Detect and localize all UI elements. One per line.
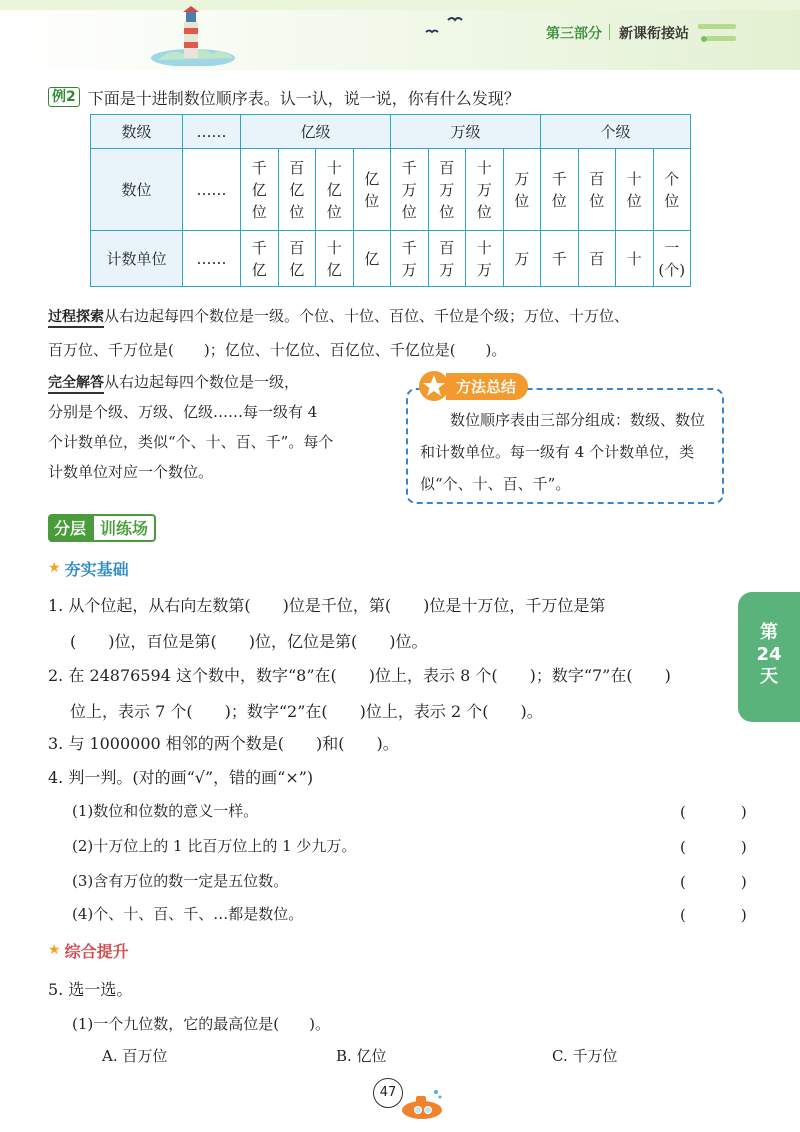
day-tab-line1: 第 [760,622,778,643]
answer-label: 完全解答 [48,375,104,394]
place-cell: 万 位 [503,149,541,231]
choice-a[interactable]: A. 百万位 [102,1047,168,1065]
place-cell: 百 亿 位 [278,149,316,231]
day-tab [738,592,800,722]
question-4-title: 4. 判一判。(对的画“√”，错的画“×”) [48,768,314,787]
lighthouse-icon [150,6,236,66]
unit-cell: 千 亿 [241,231,279,287]
judge-answer-3[interactable]: ( ) [680,873,767,891]
place-cell: 千 位 [541,149,579,231]
place-cell: 百 位 [578,149,616,231]
header-part-label: 第三部分 [546,26,602,42]
choice-c[interactable]: C. 千万位 [552,1047,618,1065]
question-5-title: 5. 选一选。 [48,980,133,999]
place-cell: 亿 位 [353,149,391,231]
group-ge: 个级 [541,115,691,149]
row-label-place: 数位 [91,149,183,231]
place-cell: 十 万 位 [466,149,504,231]
q2-line2: 位上，表示 7 个( )；数字“2”在( )位上，表示 2 个( )。 [70,702,543,721]
explore-line2: 百万位、千万位是( )；亿位、十亿位、百亿位、千亿位是( )。 [48,341,507,359]
question-5-sub1: (1)一个九位数，它的最高位是( )。 [72,1015,330,1033]
table-row-levels [91,115,691,149]
group-wan: 万级 [391,115,541,149]
answer-line4: 计数单位对应一个数位。 [48,463,214,481]
question-2 [48,658,671,730]
unit-cell: 十 亿 [316,231,354,287]
choice-b[interactable]: B. 亿位 [336,1047,387,1065]
method-text: 数位顺序表由三部分组成：数级、数位和计数单位。每一级有 4 个计数单位，类似“个、十、百、千”。 [420,411,706,493]
unit-cell: 百 [578,231,616,287]
judge-item-4: (4)个、十、百、千、…都是数位。 [72,905,304,923]
method-title: 方法总结 [446,373,528,400]
unit-cell: 千 [541,231,579,287]
star-icon: ★ [48,942,61,958]
place-cell: 个 位 [653,149,691,231]
example-heading [48,86,520,108]
group-yi: 亿级 [241,115,391,149]
table-row-units [91,231,691,287]
row-label-level: 数级 [91,115,183,149]
answer-block [48,367,388,487]
unit-cell: 千 万 [391,231,429,287]
question-1 [48,588,605,660]
unit-cell: 百 万 [428,231,466,287]
day-tab-line3: 天 [760,666,778,687]
row-label-unit: 计数单位 [91,231,183,287]
page-header [0,0,800,70]
question-3: 3. 与 1000000 相邻的两个数是( )和( )。 [48,734,399,753]
explore-line1: 从右边起每四个数位是一级。个位、十位、百位、千位是个级；万位、十万位、 [104,307,630,325]
judge-answer-4[interactable]: ( ) [680,906,767,924]
section-advanced [48,938,129,962]
unit-cell: 十 [616,231,654,287]
section-advanced-title: 综合提升 [64,941,129,961]
judge-item-1: (1)数位和位数的意义一样。 [72,802,259,820]
birds-icon [420,12,470,38]
method-heading [418,370,528,402]
training-label-a: 分层 [48,514,92,542]
table-row-places [91,149,691,231]
judge-answer-2[interactable]: ( ) [680,838,767,856]
explore-label: 过程探索 [48,309,104,328]
judge-item-3: (3)含有万位的数一定是五位数。 [72,872,289,890]
training-banner [48,514,156,542]
answer-line1: 从右边起每四个数位是一级， [104,373,300,391]
header-site-label: 新课衔接站 [619,26,689,42]
q1-line2: ( )位，百位是第( )位，亿位是第( )位。 [70,632,428,651]
place-cell: 十 位 [616,149,654,231]
section-basics-title: 夯实基础 [64,559,129,579]
place-cell: 十 亿 位 [316,149,354,231]
section-basics [48,556,129,580]
answer-line2: 分别是个级、万级、亿级……每一级有 4 [48,403,318,421]
dots-cell: …… [183,115,241,149]
header-band [0,0,800,10]
q1-line1: 1. 从个位起，从右向左数第( )位是千位，第( )位是十万位，千万位是第 [48,596,606,615]
dots-cell: …… [183,231,241,287]
place-cell: 千 万 位 [391,149,429,231]
answer-line3: 个计数单位，类似“个、十、百、千”。每个 [48,433,334,451]
unit-cell: 一 (个) [653,231,691,287]
explore-block [48,299,748,367]
header-divider [609,24,610,40]
day-tab-line2: 24 [756,644,782,665]
judge-answer-1[interactable]: ( ) [680,803,767,821]
example-text: 下面是十进制数位顺序表。认一认，说一说，你有什么发现？ [87,88,520,108]
dots-cell: …… [183,149,241,231]
unit-cell: 百 亿 [278,231,316,287]
place-cell: 百 万 位 [428,149,466,231]
place-value-table [90,114,691,287]
judge-item-2: (2)十万位上的 1 比百万位上的 1 少九万。 [72,837,357,855]
page-number: 47 [373,1078,403,1108]
unit-cell: 亿 [353,231,391,287]
q2-line1: 2. 在 24876594 这个数中，数字“8”在( )位上，表示 8 个( )；数字“7”在( ) [48,666,671,685]
example-tag: 例2 [48,87,80,107]
unit-cell: 万 [503,231,541,287]
training-label-b: 训练场 [92,514,156,542]
unit-cell: 十 万 [466,231,504,287]
place-cell: 千 亿 位 [241,149,279,231]
header-deco-icon [696,18,740,48]
star-icon: ★ [48,560,61,576]
